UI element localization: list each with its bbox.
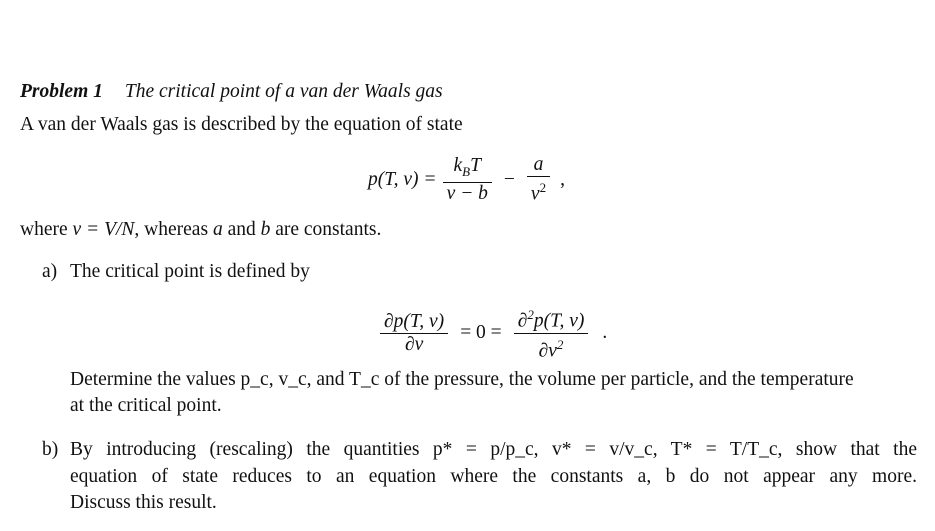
- minus-sign: −: [503, 169, 515, 190]
- critical-point-equation: [374, 303, 607, 363]
- item-b-line-3: Discuss this result.: [70, 492, 217, 513]
- determine-line-2: at the critical point.: [70, 395, 222, 416]
- frac2-den-sup: 2: [539, 180, 547, 196]
- const-b: b: [260, 219, 271, 240]
- frac1-num-sub: B: [462, 163, 471, 179]
- v-definition: v = V/N: [72, 219, 135, 240]
- fraction-dp-dv: [380, 311, 448, 356]
- frac1-num-t: T: [470, 154, 481, 176]
- item-a-label: a): [42, 261, 58, 282]
- where-mid: , whereas: [134, 219, 213, 240]
- d2p-pre: ∂: [517, 310, 528, 332]
- equation-trail: ,: [560, 169, 565, 190]
- dv2-sup: 2: [556, 336, 564, 352]
- item-b-line-1: By introducing (rescaling) the quantities p* = p/p_c, v* = v/v_c, T* = T/T_c, show that the: [70, 439, 917, 460]
- dp-numerator: ∂p(T, v): [384, 310, 445, 332]
- d2p-post: p(T, v): [533, 310, 585, 332]
- item-a-text: The critical point is defined by: [70, 261, 310, 282]
- dv2-pre: ∂v: [538, 340, 557, 361]
- problem-number: Problem 1: [20, 81, 103, 102]
- equation-of-state: [368, 150, 565, 210]
- frac2-numerator: a: [533, 154, 544, 176]
- where-and: and: [222, 219, 261, 240]
- problem-heading: [20, 79, 443, 105]
- where-post: are constants.: [270, 219, 382, 240]
- equals-zero: = 0 =: [460, 322, 502, 343]
- frac2-den-v: v: [530, 183, 540, 205]
- item-b-line-2: equation of state reduces to an equation where the constants a, b do not appear any more.: [70, 466, 917, 487]
- d2p-sup: 2: [527, 307, 534, 322]
- fraction-d2p-dv2: [514, 304, 589, 362]
- problem-title: The critical point of a van der Waals gas: [124, 81, 443, 102]
- where-line: [20, 217, 381, 243]
- dp-denominator: ∂v: [404, 333, 424, 355]
- frac1-num-k: k: [453, 154, 463, 176]
- frac1-denominator: v − b: [446, 183, 488, 205]
- intro-text: A van der Waals gas is described by the equation of state: [20, 114, 463, 135]
- equation-trail: .: [602, 322, 608, 343]
- determine-line-1: Determine the values p_c, v_c, and T_c of the pressure, the volume per particle, and the temperature: [70, 369, 854, 390]
- equation-lhs: p(T, v) =: [368, 169, 437, 190]
- fraction-a: [527, 154, 550, 206]
- where-pre: where: [20, 219, 73, 240]
- fraction-kbt: [443, 155, 492, 206]
- const-a: a: [212, 219, 223, 240]
- item-b-label: b): [42, 439, 59, 460]
